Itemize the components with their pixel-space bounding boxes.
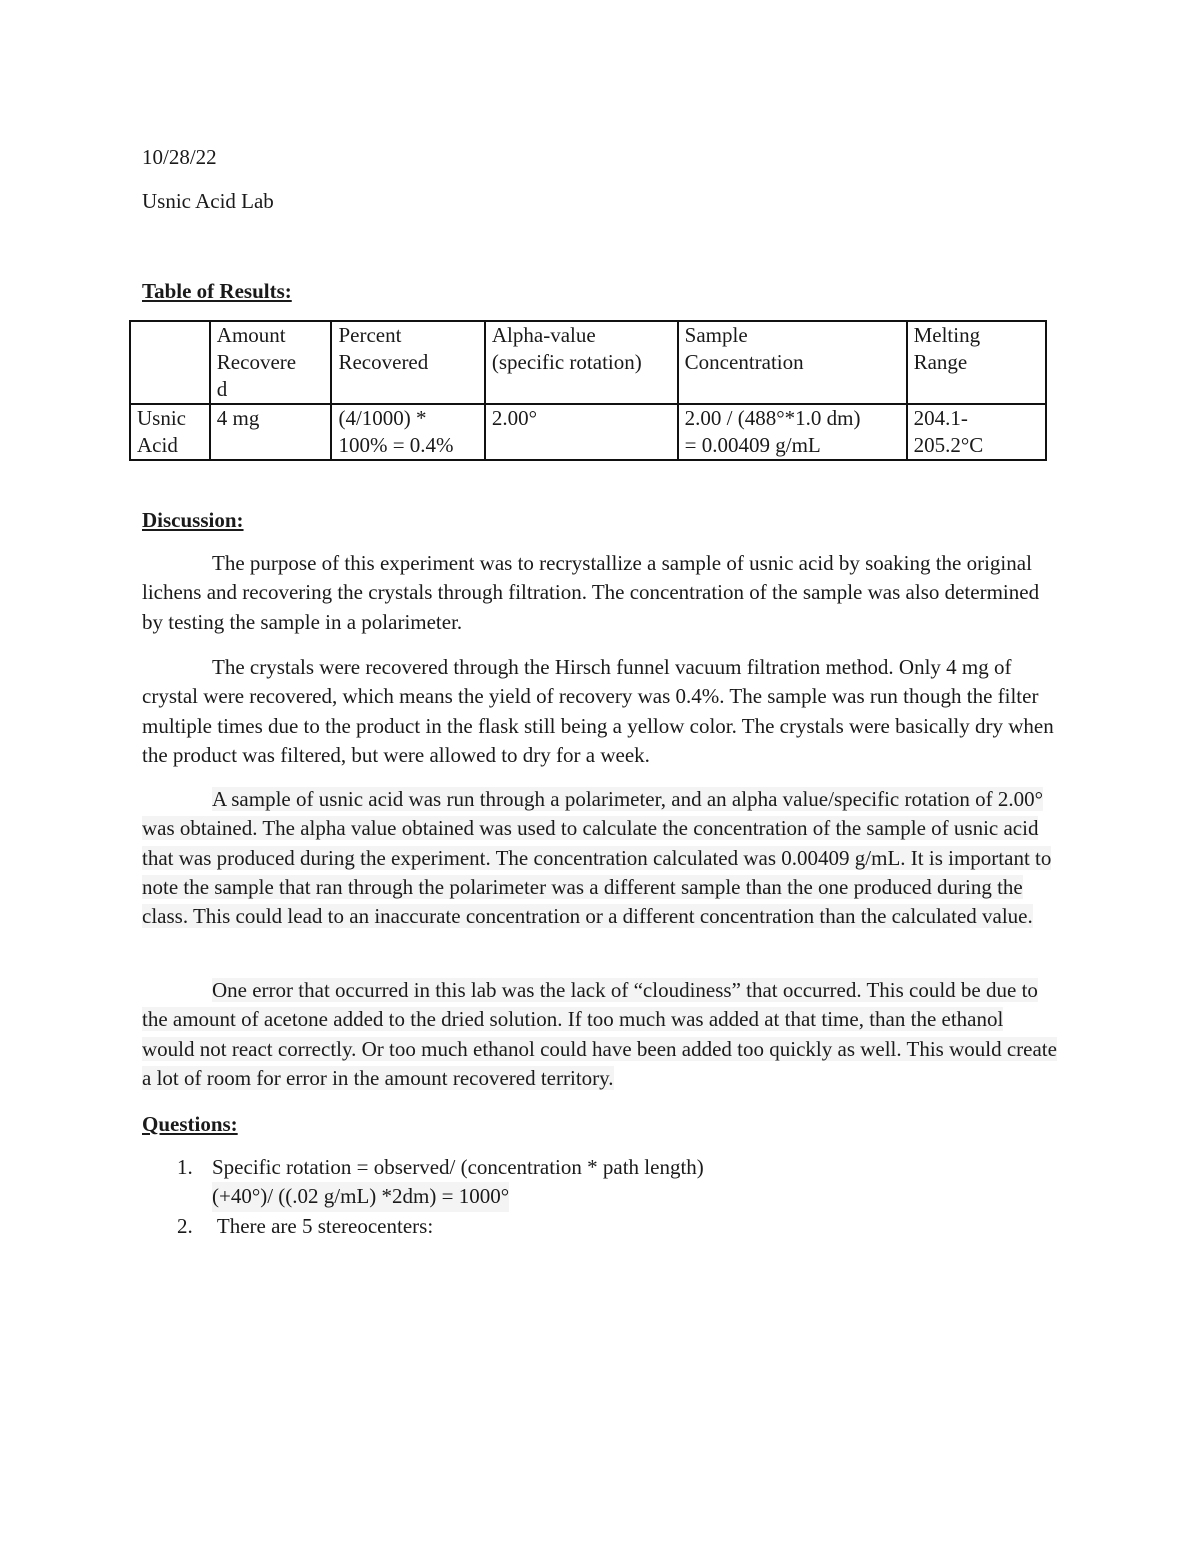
cell-line: Usnic	[137, 406, 186, 430]
header-line: Amount	[216, 323, 286, 347]
cell-alpha: 2.00°	[485, 404, 678, 460]
paragraph-text: The purpose of this experiment was to recrystallize a sample of usnic acid by soaking the original lichens and recovering the crystals through filtration. The concentration of the sample was also determined by testing the sample in a polarimeter.	[142, 551, 1040, 634]
question-number: 2.	[177, 1213, 193, 1238]
table-heading: Table of Results:	[142, 279, 292, 303]
discussion-paragraph	[142, 549, 1057, 637]
header-line: (specific rotation)	[491, 350, 642, 374]
table-header-row	[130, 321, 1046, 404]
discussion-paragraph	[142, 976, 1057, 1093]
header-line: Recovere	[216, 350, 297, 374]
question-item	[142, 1153, 1057, 1212]
header-line: Sample	[684, 323, 748, 347]
questions-list	[142, 1153, 1057, 1241]
discussion-paragraph	[142, 785, 1057, 931]
table-row	[130, 404, 1046, 460]
question-item	[142, 1212, 1057, 1241]
header-line: Melting	[913, 323, 981, 347]
cell-line: = 0.00409 g/mL	[684, 433, 821, 457]
cell-line: (4/1000) *	[338, 406, 427, 430]
results-table	[129, 320, 1047, 461]
header-cell-melting	[907, 321, 1046, 404]
header-line: Recovered	[338, 350, 429, 374]
header-line: Percent	[338, 323, 402, 347]
cell-amount: 4 mg	[210, 404, 332, 460]
discussion-heading: Discussion:	[142, 508, 244, 532]
header-cell-concentration	[678, 321, 907, 404]
cell-percent	[331, 404, 484, 460]
question-line: (+40°)/ ((.02 g/mL) *2dm) = 1000°	[212, 1182, 509, 1211]
cell-line: Acid	[137, 433, 178, 457]
cell-line: 100% = 0.4%	[338, 433, 454, 457]
header-line: Concentration	[684, 350, 804, 374]
lab-title: Usnic Acid Lab	[142, 189, 274, 213]
questions-heading: Questions:	[142, 1112, 238, 1136]
header-cell-percent	[331, 321, 484, 404]
header-cell-alpha	[485, 321, 678, 404]
question-line: There are 5 stereocenters:	[212, 1213, 434, 1238]
paragraph-text: One error that occurred in this lab was the lack of “cloudiness” that occurred. This could be due to the amount of acetone added to the dried solution. If too much was added at that time, than the ethanol would not react correctly. Or too much ethanol could have been added too quickly as well. This would create a lot of room for error in the amount recovered territory.	[142, 978, 1057, 1090]
cell-line: 205.2°C	[913, 433, 984, 457]
cell-concentration	[678, 404, 907, 460]
question-number: 1.	[177, 1155, 193, 1179]
cell-line: 2.00 / (488°*1.0 dm)	[684, 406, 861, 430]
question-line: Specific rotation = observed/ (concentration * path length)	[212, 1155, 704, 1179]
header-line: Alpha-value	[491, 323, 596, 347]
cell-melting	[907, 404, 1046, 460]
paragraph-text: The crystals were recovered through the Hirsch funnel vacuum filtration method. Only 4 mg of crystal were recovered, which means the yield of recovery was 0.4%. The sample was run though the filter multiple times due to the product in the flask still being a yellow color. The crystals were basically dry when the product was filtered, but were allowed to dry for a week.	[142, 655, 1054, 767]
paragraph-text: A sample of usnic acid was run through a polarimeter, and an alpha value/specific rotation of 2.00° was obtained. The alpha value obtained was used to calculate the concentration of the sample of usnic acid that was produced during the experiment. The concentration calculated was 0.00409 g/mL. It is important to note the sample that ran through the polarimeter was a different sample than the one produced during the class. This could lead to an inaccurate concentration or a different concentration than the calculated value.	[142, 787, 1052, 929]
cell-sample-name	[130, 404, 210, 460]
header-cell-empty	[130, 321, 210, 404]
cell-line: 204.1-	[913, 406, 968, 430]
discussion-paragraph	[142, 653, 1057, 770]
header-line: Range	[913, 350, 968, 374]
header-cell-amount	[210, 321, 332, 404]
document-date: 10/28/22	[142, 145, 217, 169]
header-line: d	[216, 377, 228, 401]
